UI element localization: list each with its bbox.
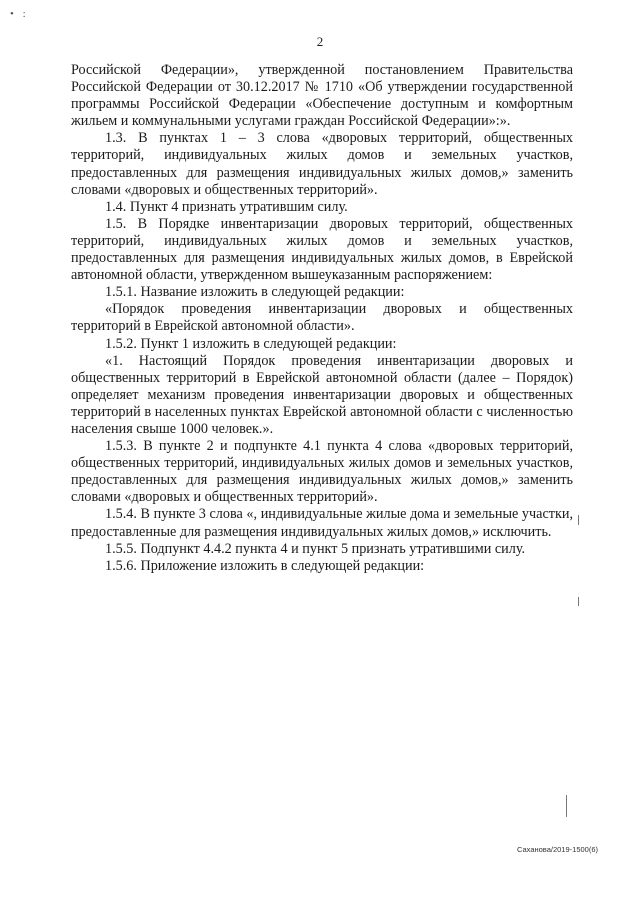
paragraph-1-3: 1.3. В пунктах 1 – 3 слова «дворовых территорий, общественных территорий, индивидуальных жилых домов и земельных участков, предоставленных для размещения индивидуальных жилых домов,» заменить словами «дворовых и общественных территорий».	[71, 130, 573, 198]
paragraph-1-5-6: 1.5.6. Приложение изложить в следующей редакции:	[105, 557, 425, 574]
paragraph-1-5-3: 1.5.3. В пункте 2 и подпункте 4.1 пункта 4 слова «дворовых территорий, общественных территорий, индивидуальных жилых домов и земельных участков, предоставленных для размещения индивидуальных жилых домов,» заменить словами «дворовых и общественных территорий».	[71, 438, 573, 506]
corner-scan-mark: • :	[10, 8, 29, 20]
document-body	[71, 62, 573, 575]
scan-artifact	[578, 597, 579, 606]
paragraph-1-5-5: 1.5.5. Подпункт 4.4.2 пункта 4 и пункт 5 признать утратившими силу.	[105, 540, 526, 557]
paragraph-1-5-2: 1.5.2. Пункт 1 изложить в следующей редакции:	[105, 335, 397, 352]
scan-artifact	[566, 795, 567, 817]
paragraph-1-5: 1.5. В Порядке инвентаризации дворовых территорий, общественных территорий, индивидуальных жилых домов и земельных участков, предоставленных для размещения индивидуальных жилых домов, в Еврейской автономной области, утвержденном вышеуказанным распоряжением:	[71, 215, 573, 284]
footer-document-code: Саханова/2019-1500(6)	[516, 845, 598, 854]
paragraph-new-title: «Порядок проведения инвентаризации дворовых и общественных территорий в Еврейской автономной области».	[71, 301, 573, 335]
paragraph-1-5-1: 1.5.1. Название изложить в следующей редакции:	[105, 284, 405, 301]
scan-artifact	[578, 515, 579, 525]
page-number: 2	[316, 34, 324, 49]
paragraph-continuation: Российской Федерации», утвержденной постановлением Правительства Российской Федерации от 30.12.2017 № 1710 «Об утверждении государственной программы Российской Федерации «Обеспечение доступным и комфортным жильем и коммунальными услугами граждан Российской Федерации»:».	[71, 62, 573, 130]
paragraph-new-point-1: «1. Настоящий Порядок проведения инвентаризации дворовых и общественных территорий в Еврейской автономной области (далее – Порядок) определяет механизм проведения инвентаризации дворовых и общественных территорий в населенных пунктах Еврейской автономной области с численностью населения свыше 1000 человек.».	[71, 352, 573, 437]
paragraph-1-5-4: 1.5.4. В пункте 3 слова «, индивидуальные жилые дома и земельные участки, предоставленные для размещения индивидуальных жилых домов,» исключить.	[71, 506, 573, 540]
paragraph-1-4: 1.4. Пункт 4 признать утратившим силу.	[105, 198, 348, 215]
